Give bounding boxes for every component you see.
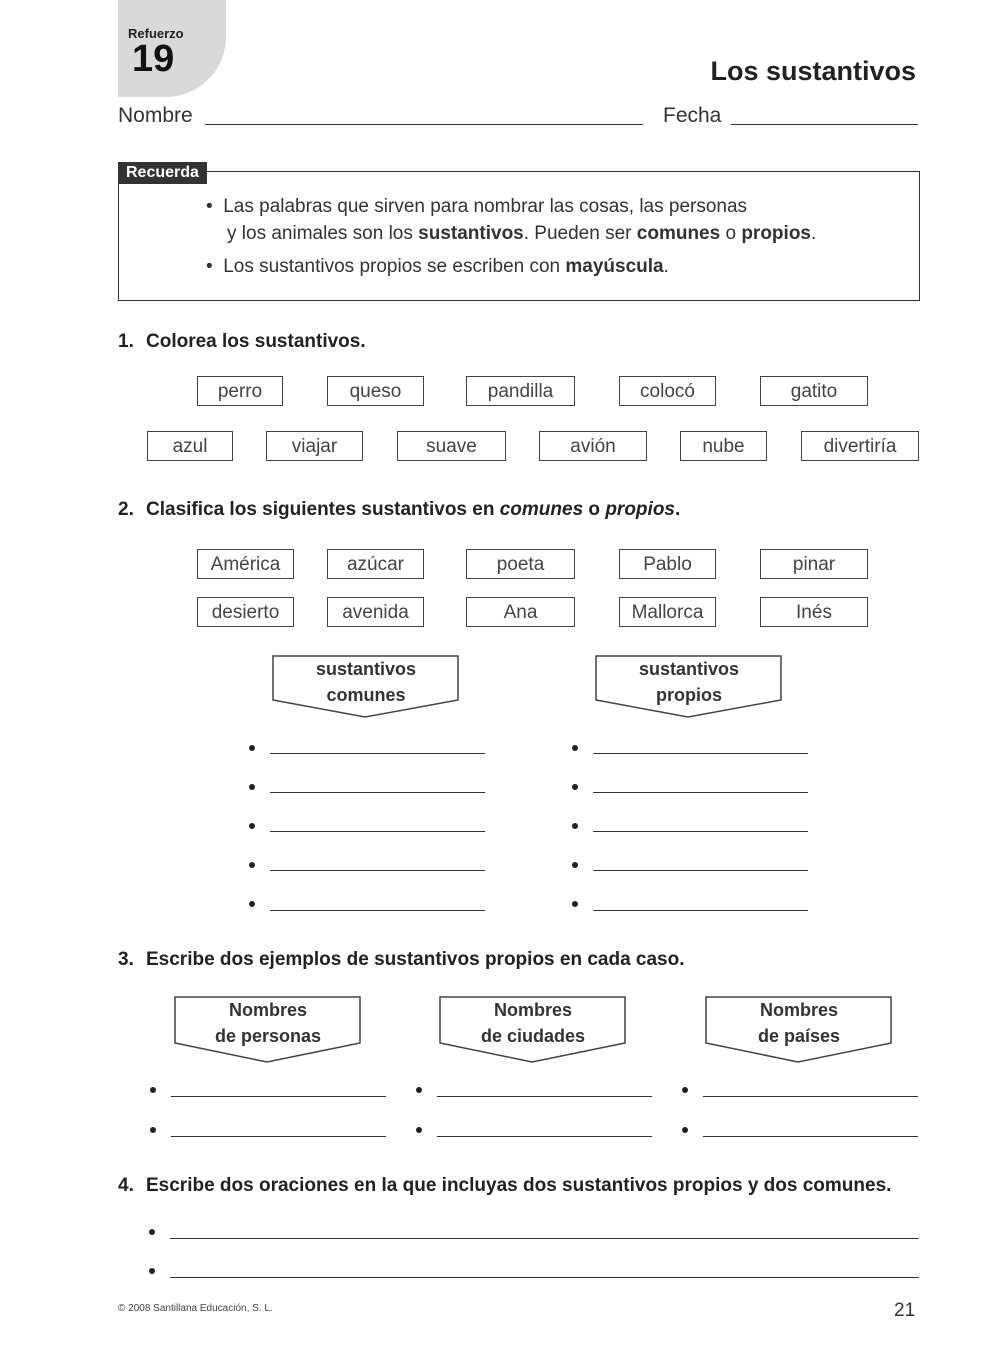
answer-line-ciudades[interactable] bbox=[437, 1136, 652, 1137]
recuerda-bold: sustantivos bbox=[418, 223, 524, 244]
question-1 bbox=[118, 331, 366, 353]
recuerda-text: . Pueden ser bbox=[523, 223, 637, 244]
question-italic: propios bbox=[605, 499, 675, 520]
recuerda-text: Las palabras que sirven para nombrar las cosas, las personas bbox=[223, 196, 748, 217]
word-box[interactable]: Ana bbox=[466, 597, 575, 627]
fecha-label: Fecha bbox=[663, 104, 722, 127]
bullet-dot bbox=[572, 745, 578, 751]
answer-line-oracion[interactable] bbox=[170, 1277, 919, 1278]
question-4 bbox=[118, 1175, 891, 1197]
answer-line-ciudades[interactable] bbox=[437, 1096, 652, 1097]
recuerda-bold: propios bbox=[741, 223, 811, 244]
recuerda-tag: Recuerda bbox=[118, 162, 207, 184]
label-personas bbox=[174, 997, 362, 1049]
word-box[interactable]: América bbox=[197, 549, 294, 579]
label-line: comunes bbox=[326, 685, 406, 705]
bullet-dot bbox=[150, 1127, 156, 1133]
word-box[interactable]: nube bbox=[680, 431, 767, 461]
bullet-dot bbox=[682, 1087, 688, 1093]
answer-line-comunes[interactable] bbox=[270, 753, 485, 754]
answer-line-comunes[interactable] bbox=[270, 910, 485, 911]
recuerda-text: Los sustantivos propios se escriben con bbox=[223, 256, 566, 277]
bullet-dot bbox=[249, 901, 255, 907]
bullet-dot bbox=[149, 1229, 155, 1235]
question-text: . bbox=[675, 499, 681, 520]
question-text: Escribe dos ejemplos de sustantivos propios en cada caso. bbox=[146, 949, 685, 970]
word-box[interactable]: Inés bbox=[760, 597, 868, 627]
tab-number: 19 bbox=[132, 38, 175, 80]
bullet-dot bbox=[416, 1127, 422, 1133]
bullet-dot bbox=[249, 862, 255, 868]
copyright: © 2008 Santillana Educación, S. L. bbox=[118, 1303, 273, 1314]
word-box[interactable]: suave bbox=[397, 431, 506, 461]
recuerda-text: y los animales son los bbox=[227, 223, 419, 244]
question-text: Escribe dos oraciones en la que incluyas dos sustantivos propios y dos comunes. bbox=[146, 1175, 892, 1196]
answer-line-paises[interactable] bbox=[703, 1096, 918, 1097]
word-box[interactable]: divertiría bbox=[801, 431, 919, 461]
recuerda-text: o bbox=[720, 223, 742, 244]
question-3 bbox=[118, 949, 685, 971]
bullet-dot bbox=[249, 745, 255, 751]
answer-line-personas[interactable] bbox=[171, 1096, 386, 1097]
bullet-dot bbox=[249, 784, 255, 790]
page-number: 21 bbox=[894, 1300, 916, 1321]
nombre-label: Nombre bbox=[118, 104, 193, 127]
word-box[interactable]: Mallorca bbox=[619, 597, 716, 627]
label-line: de personas bbox=[214, 1026, 322, 1046]
answer-line-propios[interactable] bbox=[593, 831, 808, 832]
word-box[interactable]: colocó bbox=[619, 376, 716, 406]
bullet-dot bbox=[572, 862, 578, 868]
word-box[interactable]: desierto bbox=[197, 597, 294, 627]
word-box[interactable]: poeta bbox=[466, 549, 575, 579]
recuerda-bullet-1 bbox=[206, 193, 816, 220]
word-box[interactable]: avenida bbox=[327, 597, 424, 627]
word-box[interactable]: queso bbox=[327, 376, 424, 406]
recuerda-bold: comunes bbox=[636, 223, 721, 244]
label-comunes bbox=[272, 656, 460, 708]
label-line: propios bbox=[656, 685, 722, 705]
recuerda-bullets bbox=[206, 193, 816, 280]
word-box[interactable]: pandilla bbox=[466, 376, 575, 406]
word-box[interactable]: gatito bbox=[760, 376, 868, 406]
question-number: 1. bbox=[118, 331, 134, 352]
bullet-dot bbox=[249, 823, 255, 829]
word-box[interactable]: Pablo bbox=[619, 549, 716, 579]
bullet-dot bbox=[572, 823, 578, 829]
answer-line-comunes[interactable] bbox=[270, 831, 485, 832]
answer-line-personas[interactable] bbox=[171, 1136, 386, 1137]
recuerda-text: . bbox=[663, 256, 669, 277]
answer-line-propios[interactable] bbox=[593, 910, 808, 911]
answer-line-oracion[interactable] bbox=[170, 1238, 919, 1239]
answer-line-paises[interactable] bbox=[703, 1136, 918, 1137]
label-line: de ciudades bbox=[480, 1026, 586, 1046]
answer-line-comunes[interactable] bbox=[270, 792, 485, 793]
label-line: de países bbox=[757, 1026, 841, 1046]
tab-label: Refuerzo bbox=[128, 26, 184, 41]
word-box[interactable]: viajar bbox=[266, 431, 363, 461]
label-paises bbox=[705, 997, 893, 1049]
answer-line-propios[interactable] bbox=[593, 870, 808, 871]
page-title: Los sustantivos bbox=[710, 56, 916, 86]
recuerda-bullet-1-cont bbox=[206, 220, 816, 247]
bullet-dot: • bbox=[206, 196, 224, 217]
question-number: 3. bbox=[118, 949, 134, 970]
question-number: 4. bbox=[118, 1175, 134, 1196]
question-text: o bbox=[583, 499, 606, 520]
fecha-field[interactable] bbox=[731, 124, 918, 125]
bullet-dot bbox=[572, 901, 578, 907]
bullet-dot bbox=[149, 1268, 155, 1274]
recuerda-text: . bbox=[811, 223, 817, 244]
answer-line-propios[interactable] bbox=[593, 792, 808, 793]
bullet-dot bbox=[682, 1127, 688, 1133]
word-box[interactable]: perro bbox=[197, 376, 283, 406]
label-line: sustantivos bbox=[315, 659, 417, 679]
label-propios bbox=[595, 656, 783, 708]
label-line: Nombres bbox=[493, 1000, 573, 1020]
label-line: Nombres bbox=[228, 1000, 308, 1020]
bullet-dot bbox=[416, 1087, 422, 1093]
nombre-field[interactable] bbox=[205, 124, 643, 125]
question-italic: comunes bbox=[499, 499, 584, 520]
answer-line-comunes[interactable] bbox=[270, 870, 485, 871]
label-line: sustantivos bbox=[638, 659, 740, 679]
answer-line-propios[interactable] bbox=[593, 753, 808, 754]
word-box[interactable]: pinar bbox=[760, 549, 868, 579]
word-box[interactable]: avión bbox=[539, 431, 647, 461]
bullet-dot bbox=[150, 1087, 156, 1093]
word-box[interactable]: azul bbox=[147, 431, 233, 461]
question-2 bbox=[118, 499, 680, 521]
recuerda-bold: mayúscula bbox=[565, 256, 664, 277]
question-number: 2. bbox=[118, 499, 134, 520]
question-text: Colorea los sustantivos. bbox=[146, 331, 366, 352]
question-text: Clasifica los siguientes sustantivos en bbox=[146, 499, 500, 520]
label-line: Nombres bbox=[759, 1000, 839, 1020]
label-ciudades bbox=[439, 997, 627, 1049]
bullet-dot bbox=[572, 784, 578, 790]
recuerda-bullet-2 bbox=[206, 253, 816, 280]
word-box[interactable]: azúcar bbox=[327, 549, 424, 579]
bullet-dot: • bbox=[206, 256, 224, 277]
